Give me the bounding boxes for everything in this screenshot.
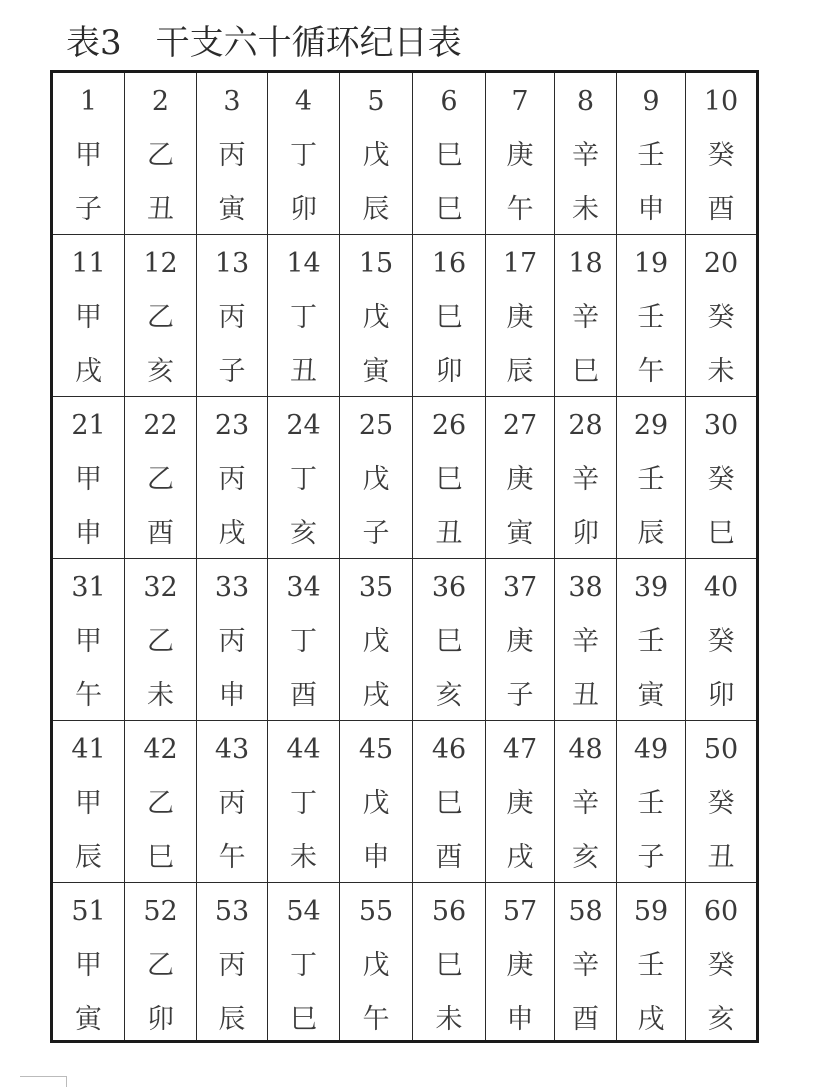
day-number: 55 — [358, 896, 394, 927]
day-number: 25 — [358, 410, 394, 441]
earthly-branch: 午 — [75, 680, 102, 711]
day-number: 9 — [642, 86, 660, 117]
day-number: 29 — [633, 410, 669, 441]
day-number: 33 — [214, 572, 250, 603]
day-number: 37 — [502, 572, 538, 603]
earthly-branch: 酉 — [572, 1004, 599, 1035]
table-cell — [413, 721, 486, 883]
earthly-branch: 戌 — [506, 842, 534, 873]
day-number: 21 — [71, 410, 106, 441]
heavenly-stem: 癸 — [707, 464, 735, 495]
table-cell — [197, 73, 268, 235]
earthly-branch: 未 — [572, 194, 599, 225]
day-number: 58 — [568, 896, 603, 927]
day-number: 14 — [286, 248, 321, 279]
table-cell — [268, 397, 340, 559]
day-number: 46 — [431, 734, 467, 765]
day-number: 34 — [286, 572, 321, 603]
heavenly-stem: 庚 — [506, 950, 534, 981]
heavenly-stem: 庚 — [506, 626, 534, 657]
earthly-branch: 卯 — [147, 1004, 174, 1035]
earthly-branch: 巳 — [572, 356, 599, 387]
heavenly-stem: 庚 — [506, 302, 534, 333]
day-number: 12 — [143, 248, 178, 279]
heavenly-stem: 巳 — [435, 626, 463, 657]
earthly-branch: 亥 — [435, 680, 463, 711]
table-cell — [486, 883, 555, 1040]
table-cell — [268, 721, 340, 883]
table-cell — [125, 235, 197, 397]
heavenly-stem: 乙 — [147, 788, 174, 819]
table-cell — [197, 235, 268, 397]
heavenly-stem: 丁 — [290, 302, 317, 333]
earthly-branch: 丑 — [147, 194, 174, 225]
earthly-branch: 未 — [147, 680, 174, 711]
table-cell — [340, 883, 413, 1040]
heavenly-stem: 辛 — [572, 788, 599, 819]
table-grid — [53, 73, 756, 1040]
heavenly-stem: 庚 — [506, 140, 534, 171]
earthly-branch: 辰 — [506, 356, 534, 387]
table-cell — [555, 721, 617, 883]
earthly-branch: 戌 — [75, 356, 102, 387]
day-number: 59 — [633, 896, 669, 927]
table-cell — [197, 397, 268, 559]
table-cell — [555, 883, 617, 1040]
earthly-branch: 寅 — [362, 356, 390, 387]
earthly-branch: 酉 — [147, 518, 174, 549]
table-cell — [555, 397, 617, 559]
table-cell — [617, 397, 686, 559]
day-number: 56 — [431, 896, 467, 927]
earthly-branch: 寅 — [637, 680, 665, 711]
heavenly-stem: 庚 — [506, 464, 534, 495]
table-cell — [125, 721, 197, 883]
day-number: 50 — [703, 734, 739, 765]
day-number: 16 — [431, 248, 467, 279]
heavenly-stem: 甲 — [75, 788, 102, 819]
day-number: 41 — [71, 734, 106, 765]
table-cell — [53, 73, 125, 235]
table-cell — [53, 235, 125, 397]
earthly-branch: 申 — [506, 1004, 534, 1035]
earthly-branch: 辰 — [218, 1004, 246, 1035]
table-caption: 干支六十循环纪日表 — [155, 23, 462, 63]
heavenly-stem: 辛 — [572, 140, 599, 171]
earthly-branch: 巳 — [707, 518, 735, 549]
heavenly-stem: 辛 — [572, 302, 599, 333]
table-cell — [53, 397, 125, 559]
table-cell — [268, 883, 340, 1040]
earthly-branch: 酉 — [707, 194, 735, 225]
earthly-branch: 亥 — [572, 842, 599, 873]
earthly-branch: 午 — [506, 194, 534, 225]
earthly-branch: 丑 — [707, 842, 735, 873]
heavenly-stem: 壬 — [637, 140, 665, 171]
heavenly-stem: 甲 — [75, 626, 102, 657]
earthly-branch: 亥 — [147, 356, 174, 387]
earthly-branch: 戌 — [218, 518, 246, 549]
table-cell — [686, 73, 756, 235]
earthly-branch: 亥 — [290, 518, 317, 549]
table-cell — [555, 73, 617, 235]
day-number: 13 — [214, 248, 250, 279]
earthly-branch: 亥 — [707, 1004, 735, 1035]
day-number: 40 — [703, 572, 739, 603]
heavenly-stem: 辛 — [572, 626, 599, 657]
heavenly-stem: 巳 — [435, 302, 463, 333]
earthly-branch: 未 — [707, 356, 735, 387]
table-cell — [340, 235, 413, 397]
heavenly-stem: 戊 — [362, 302, 390, 333]
heavenly-stem: 壬 — [637, 950, 665, 981]
heavenly-stem: 壬 — [637, 788, 665, 819]
table-cell — [413, 73, 486, 235]
table-cell — [486, 721, 555, 883]
earthly-branch: 丑 — [290, 356, 317, 387]
day-number: 6 — [440, 86, 458, 117]
earthly-branch: 未 — [435, 1004, 463, 1035]
day-number: 27 — [502, 410, 538, 441]
earthly-branch: 辰 — [362, 194, 390, 225]
heavenly-stem: 丁 — [290, 140, 317, 171]
table-cell — [486, 235, 555, 397]
heavenly-stem: 甲 — [75, 950, 102, 981]
table-cell — [686, 397, 756, 559]
heavenly-stem: 巳 — [435, 950, 463, 981]
page-corner-mark — [20, 1076, 67, 1087]
day-number: 8 — [576, 86, 595, 117]
day-number: 57 — [502, 896, 538, 927]
day-number: 31 — [71, 572, 106, 603]
heavenly-stem: 巳 — [435, 788, 463, 819]
heavenly-stem: 庚 — [506, 788, 534, 819]
earthly-branch: 卯 — [290, 194, 317, 225]
table-cell — [268, 235, 340, 397]
day-number: 44 — [286, 734, 321, 765]
earthly-branch: 申 — [362, 842, 390, 873]
heavenly-stem: 丁 — [290, 788, 317, 819]
heavenly-stem: 癸 — [707, 140, 735, 171]
heavenly-stem: 乙 — [147, 626, 174, 657]
earthly-branch: 戌 — [362, 680, 390, 711]
table-cell — [617, 235, 686, 397]
table-cell — [555, 559, 617, 721]
table-cell — [617, 73, 686, 235]
table-cell — [686, 559, 756, 721]
table-cell — [617, 559, 686, 721]
earthly-branch: 寅 — [506, 518, 534, 549]
heavenly-stem: 丙 — [218, 950, 246, 981]
heavenly-stem: 癸 — [707, 302, 735, 333]
day-number: 3 — [223, 86, 241, 117]
heavenly-stem: 甲 — [75, 140, 102, 171]
earthly-branch: 未 — [290, 842, 317, 873]
heavenly-stem: 丙 — [218, 788, 246, 819]
day-number: 4 — [294, 86, 313, 117]
table-cell — [125, 883, 197, 1040]
heavenly-stem: 乙 — [147, 950, 174, 981]
table-cell — [413, 397, 486, 559]
day-number: 11 — [71, 248, 106, 279]
earthly-branch: 午 — [362, 1004, 390, 1035]
day-number: 2 — [151, 86, 170, 117]
table-cell — [268, 559, 340, 721]
day-number: 22 — [143, 410, 178, 441]
day-number: 51 — [71, 896, 106, 927]
table-cell — [413, 235, 486, 397]
earthly-branch: 子 — [218, 356, 246, 387]
table-cell — [53, 559, 125, 721]
table-cell — [686, 235, 756, 397]
earthly-branch: 戌 — [637, 1004, 665, 1035]
earthly-branch: 卯 — [572, 518, 599, 549]
table-cell — [197, 721, 268, 883]
day-number: 36 — [431, 572, 467, 603]
earthly-branch: 子 — [637, 842, 665, 873]
heavenly-stem: 丙 — [218, 302, 246, 333]
table-cell — [413, 883, 486, 1040]
day-number: 48 — [568, 734, 603, 765]
table-cell — [125, 559, 197, 721]
heavenly-stem: 丙 — [218, 140, 246, 171]
day-number: 1 — [79, 86, 98, 117]
heavenly-stem: 癸 — [707, 950, 735, 981]
table-cell — [125, 73, 197, 235]
earthly-branch: 寅 — [75, 1004, 102, 1035]
day-number: 38 — [568, 572, 603, 603]
table-cell — [617, 721, 686, 883]
day-number: 30 — [703, 410, 739, 441]
day-number: 47 — [502, 734, 538, 765]
day-number: 23 — [214, 410, 250, 441]
table-cell — [486, 559, 555, 721]
day-number: 24 — [286, 410, 321, 441]
day-number: 10 — [703, 86, 739, 117]
table-cell — [53, 883, 125, 1040]
day-number: 15 — [358, 248, 394, 279]
day-number: 32 — [143, 572, 178, 603]
day-number: 20 — [703, 248, 739, 279]
earthly-branch: 午 — [637, 356, 665, 387]
day-number: 43 — [214, 734, 250, 765]
table-cell — [486, 73, 555, 235]
table-cell — [555, 235, 617, 397]
day-number: 39 — [633, 572, 669, 603]
earthly-branch: 巳 — [435, 194, 463, 225]
earthly-branch: 子 — [362, 518, 390, 549]
day-number: 19 — [633, 248, 669, 279]
table-cell — [197, 559, 268, 721]
table-title — [66, 20, 462, 66]
heavenly-stem: 巳 — [435, 140, 463, 171]
heavenly-stem: 癸 — [707, 626, 735, 657]
heavenly-stem: 壬 — [637, 626, 665, 657]
heavenly-stem: 辛 — [572, 950, 599, 981]
day-number: 60 — [703, 896, 739, 927]
heavenly-stem: 癸 — [707, 788, 735, 819]
day-number: 54 — [286, 896, 321, 927]
heavenly-stem: 甲 — [75, 302, 102, 333]
earthly-branch: 寅 — [218, 194, 246, 225]
heavenly-stem: 戊 — [362, 950, 390, 981]
heavenly-stem: 戊 — [362, 788, 390, 819]
table-cell — [340, 397, 413, 559]
earthly-branch: 丑 — [572, 680, 599, 711]
earthly-branch: 卯 — [707, 680, 735, 711]
day-number: 17 — [502, 248, 538, 279]
day-number: 42 — [143, 734, 178, 765]
table-cell — [686, 883, 756, 1040]
table-cell — [413, 559, 486, 721]
earthly-branch: 丑 — [435, 518, 463, 549]
heavenly-stem: 丁 — [290, 464, 317, 495]
day-number: 53 — [214, 896, 250, 927]
earthly-branch: 午 — [218, 842, 246, 873]
heavenly-stem: 甲 — [75, 464, 102, 495]
table-cell — [617, 883, 686, 1040]
earthly-branch: 巳 — [147, 842, 174, 873]
table-cell — [486, 397, 555, 559]
earthly-branch: 申 — [218, 680, 246, 711]
table-cell — [268, 73, 340, 235]
heavenly-stem: 巳 — [435, 464, 463, 495]
heavenly-stem: 戊 — [362, 626, 390, 657]
earthly-branch: 酉 — [290, 680, 317, 711]
table-cell — [686, 721, 756, 883]
earthly-branch: 巳 — [290, 1004, 317, 1035]
heavenly-stem: 乙 — [147, 464, 174, 495]
heavenly-stem: 丙 — [218, 464, 246, 495]
table-number: 表3 — [66, 23, 122, 63]
heavenly-stem: 辛 — [572, 464, 599, 495]
day-number: 45 — [358, 734, 394, 765]
table-cell — [197, 883, 268, 1040]
earthly-branch: 辰 — [75, 842, 102, 873]
heavenly-stem: 丁 — [290, 950, 317, 981]
sexagenary-day-table — [50, 70, 759, 1043]
day-number: 26 — [431, 410, 467, 441]
day-number: 49 — [633, 734, 669, 765]
earthly-branch: 酉 — [435, 842, 463, 873]
table-cell — [53, 721, 125, 883]
earthly-branch: 子 — [506, 680, 534, 711]
day-number: 28 — [568, 410, 603, 441]
earthly-branch: 申 — [75, 518, 102, 549]
earthly-branch: 辰 — [637, 518, 665, 549]
heavenly-stem: 壬 — [637, 302, 665, 333]
table-cell — [125, 397, 197, 559]
heavenly-stem: 戊 — [362, 140, 390, 171]
heavenly-stem: 壬 — [637, 464, 665, 495]
heavenly-stem: 乙 — [147, 302, 174, 333]
table-cell — [340, 73, 413, 235]
heavenly-stem: 乙 — [147, 140, 174, 171]
heavenly-stem: 丁 — [290, 626, 317, 657]
earthly-branch: 申 — [637, 194, 665, 225]
day-number: 35 — [358, 572, 394, 603]
earthly-branch: 子 — [75, 194, 102, 225]
earthly-branch: 卯 — [435, 356, 463, 387]
day-number: 52 — [143, 896, 178, 927]
day-number: 5 — [367, 86, 385, 117]
heavenly-stem: 戊 — [362, 464, 390, 495]
heavenly-stem: 丙 — [218, 626, 246, 657]
day-number: 7 — [511, 86, 529, 117]
table-cell — [340, 559, 413, 721]
table-cell — [340, 721, 413, 883]
day-number: 18 — [568, 248, 603, 279]
